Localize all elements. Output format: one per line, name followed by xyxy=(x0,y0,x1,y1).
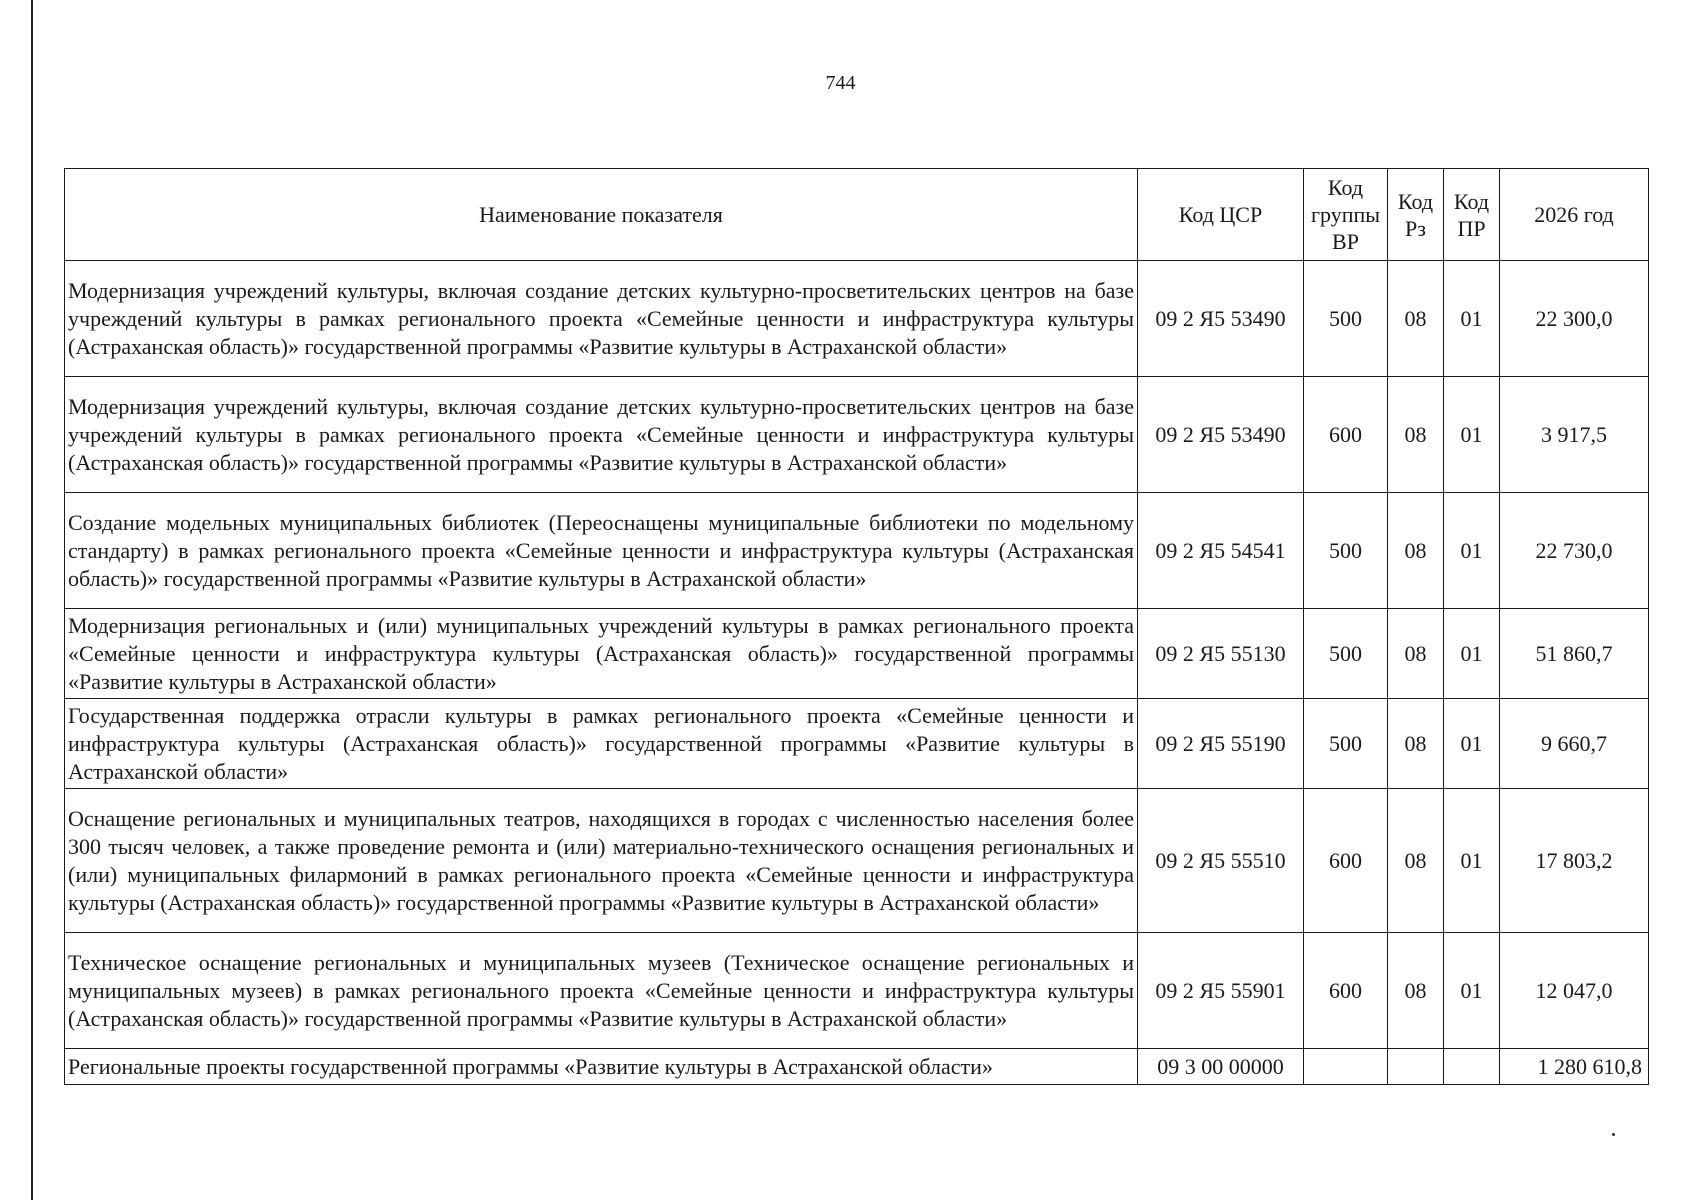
table-row xyxy=(65,261,1649,377)
row-pr: 01 xyxy=(1444,609,1500,699)
row-amount: 17 803,2 xyxy=(1500,789,1649,933)
row-vr xyxy=(1304,1049,1388,1085)
row-vr: 500 xyxy=(1304,261,1388,377)
row-vr: 500 xyxy=(1304,493,1388,609)
header-vr: Код группы ВР xyxy=(1304,169,1388,261)
row-rz: 08 xyxy=(1388,261,1444,377)
header-rz: Код Рз xyxy=(1388,169,1444,261)
row-csr: 09 2 Я5 53490 xyxy=(1138,261,1304,377)
row-pr: 01 xyxy=(1444,493,1500,609)
row-amount: 9 660,7 xyxy=(1500,699,1649,789)
row-csr: 09 2 Я5 55190 xyxy=(1138,699,1304,789)
binding-margin-line xyxy=(31,0,33,1200)
row-name: Модернизация региональных и (или) муниципальных учреждений культуры в рамках регионального проекта «Семейные ценности и инфраструктура культуры (Астраханская область)» государственной программы «Развитие культуры в Астраханской области» xyxy=(65,609,1138,699)
row-name: Создание модельных муниципальных библиотек (Переоснащены муниципальные библиотеки по модельному стандарту) в рамках регионального проекта «Семейные ценности и инфраструктура культуры (Астраханская область)» государственной программы «Развитие культуры в Астраханской области» xyxy=(65,493,1138,609)
row-pr: 01 xyxy=(1444,261,1500,377)
row-vr: 600 xyxy=(1304,789,1388,933)
row-amount: 22 300,0 xyxy=(1500,261,1649,377)
row-amount: 22 730,0 xyxy=(1500,493,1649,609)
row-vr: 600 xyxy=(1304,377,1388,493)
row-name: Модернизация учреждений культуры, включая создание детских культурно-просветительских центров на базе учреждений культуры в рамках регионального проекта «Семейные ценности и инфраструктура культуры (Астраханская область)» государственной программы «Развитие культуры в Астраханской области» xyxy=(65,261,1138,377)
table-header-row xyxy=(65,169,1649,261)
row-csr: 09 3 00 00000 xyxy=(1138,1049,1304,1085)
row-name: Модернизация учреждений культуры, включая создание детских культурно-просветительских центров на базе учреждений культуры в рамках регионального проекта «Семейные ценности и инфраструктура культуры (Астраханская область)» государственной программы «Развитие культуры в Астраханской области» xyxy=(65,377,1138,493)
row-rz: 08 xyxy=(1388,609,1444,699)
row-name: Оснащение региональных и муниципальных театров, находящихся в городах с численностью населения более 300 тысяч человек, а также проведение ремонта и (или) материально-технического оснащения региональных и (или) муниципальных филармоний в рамках регионального проекта «Семейные ценности и инфраструктура культуры (Астраханская область)» государственной программы «Развитие культуры в Астраханской области» xyxy=(65,789,1138,933)
table-row xyxy=(65,933,1649,1049)
row-rz: 08 xyxy=(1388,933,1444,1049)
row-rz: 08 xyxy=(1388,377,1444,493)
table-row xyxy=(65,699,1649,789)
row-rz: 08 xyxy=(1388,493,1444,609)
header-name: Наименование показателя xyxy=(65,169,1138,261)
row-pr: 01 xyxy=(1444,933,1500,1049)
row-csr: 09 2 Я5 54541 xyxy=(1138,493,1304,609)
row-vr: 500 xyxy=(1304,609,1388,699)
table-row xyxy=(65,609,1649,699)
row-rz: 08 xyxy=(1388,699,1444,789)
header-csr: Код ЦСР xyxy=(1138,169,1304,261)
row-name: Региональные проекты государственной программы «Развитие культуры в Астраханской области» xyxy=(65,1049,1138,1085)
row-amount: 12 047,0 xyxy=(1500,933,1649,1049)
row-name: Техническое оснащение региональных и муниципальных музеев (Техническое оснащение региональных и муниципальных музеев) в рамках регионального проекта «Семейные ценности и инфраструктура культуры (Астраханская область)» государственной программы «Развитие культуры в Астраханской области» xyxy=(65,933,1138,1049)
scan-speck xyxy=(1612,1133,1615,1136)
row-amount: 3 917,5 xyxy=(1500,377,1649,493)
row-rz xyxy=(1388,1049,1444,1085)
row-amount: 1 280 610,8 xyxy=(1500,1049,1649,1085)
row-rz: 08 xyxy=(1388,789,1444,933)
row-csr: 09 2 Я5 55510 xyxy=(1138,789,1304,933)
row-csr: 09 2 Я5 55901 xyxy=(1138,933,1304,1049)
row-pr: 01 xyxy=(1444,377,1500,493)
header-year: 2026 год xyxy=(1500,169,1649,261)
budget-table xyxy=(64,168,1649,1085)
table-row xyxy=(65,789,1649,933)
header-pr: Код ПР xyxy=(1444,169,1500,261)
row-pr: 01 xyxy=(1444,789,1500,933)
table-row xyxy=(65,493,1649,609)
row-csr: 09 2 Я5 53490 xyxy=(1138,377,1304,493)
row-name: Государственная поддержка отрасли культуры в рамках регионального проекта «Семейные ценности и инфраструктура культуры (Астраханская область)» государственной программы «Развитие культуры в Астраханской области» xyxy=(65,699,1138,789)
row-csr: 09 2 Я5 55130 xyxy=(1138,609,1304,699)
row-amount: 51 860,7 xyxy=(1500,609,1649,699)
table-row xyxy=(65,377,1649,493)
row-vr: 600 xyxy=(1304,933,1388,1049)
page-number: 744 xyxy=(825,72,856,94)
table-row-total xyxy=(65,1049,1649,1085)
row-vr: 500 xyxy=(1304,699,1388,789)
row-pr: 01 xyxy=(1444,699,1500,789)
row-pr xyxy=(1444,1049,1500,1085)
